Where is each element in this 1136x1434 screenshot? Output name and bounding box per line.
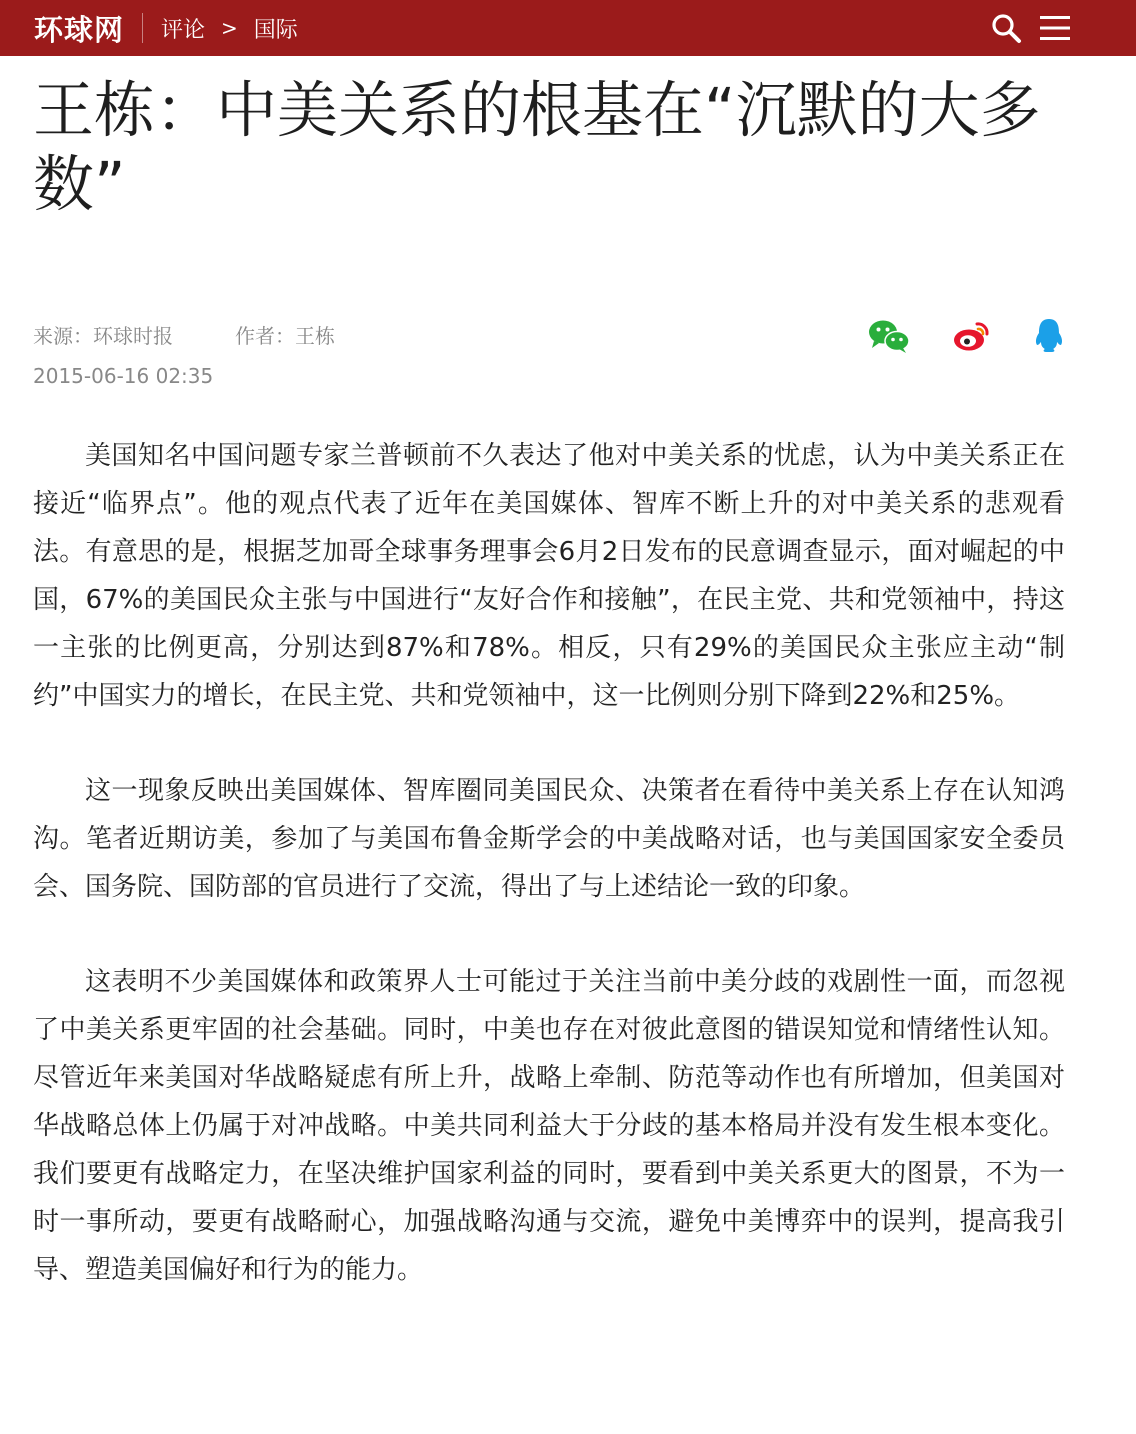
header-actions [972,0,1070,56]
search-icon[interactable] [990,12,1022,44]
article-paragraph: 美国知名中国问题专家兰普顿前不久表达了他对中美关系的忧虑，认为中美关系正在接近“临界点”。他的观点代表了近年在美国媒体、智库不断上升的对中美关系的悲观看法。有意思的是，根据芝加哥全球事务理事会6月2日发布的民意调查显示，面对崛起的中国，67%的美国民众主张与中国进行“友好合作和接触”，在民主党、共和党领袖中，持这一主张的比例更高，分别达到87%和78%。相反，只有29%的美国民众主张应主动“制约”中国实力的增长，在民主党、共和党领袖中，这一比例则分别下降到22%和25%。 [33,441,1065,711]
article-source: 来源：环球时报 [33,324,173,348]
article-title: 王栋：中美关系的根基在“沉默的大多数” [33,75,1041,220]
top-nav-bar [0,0,1136,56]
wechat-icon[interactable] [868,318,910,354]
qq-icon[interactable] [1034,318,1064,354]
article-author: 作者：王栋 [235,324,335,348]
breadcrumb-item-international[interactable]: 国际 [253,17,298,43]
site-logo[interactable]: 环球网 [34,12,125,47]
weibo-icon[interactable] [952,318,992,354]
breadcrumb-item-comment[interactable]: 评论 [161,17,206,43]
article-body [33,432,1065,1341]
share-bar [868,318,1064,354]
breadcrumb-separator: > [221,16,238,40]
logo-divider [142,13,143,43]
article-paragraph: 这表明不少美国媒体和政策界人士可能过于关注当前中美分歧的戏剧性一面，而忽视了中美关系更牢固的社会基础。同时，中美也存在对彼此意图的错误知觉和情绪性认知。尽管近年来美国对华战略疑虑有所上升，战略上牵制、防范等动作也有所增加，但美国对华战略总体上仍属于对冲战略。中美共同利益大于分歧的基本格局并没有发生根本变化。我们要更有战略定力，在坚决维护国家利益的同时，要看到中美关系更大的图景，不为一时一事所动，要更有战略耐心，加强战略沟通与交流，避免中美博弈中的误判，提高我引导、塑造美国偏好和行为的能力。 [33,967,1065,1285]
article-meta [33,316,335,396]
menu-icon[interactable] [1040,14,1070,42]
article-paragraph: 这一现象反映出美国媒体、智库圈同美国民众、决策者在看待中美关系上存在认知鸿沟。笔者近期访美，参加了与美国布鲁金斯学会的中美战略对话，也与美国国家安全委员会、国务院、国防部的官员进行了交流，得出了与上述结论一致的印象。 [33,776,1065,902]
article-datetime: 2015-06-16 02:35 [33,364,214,388]
